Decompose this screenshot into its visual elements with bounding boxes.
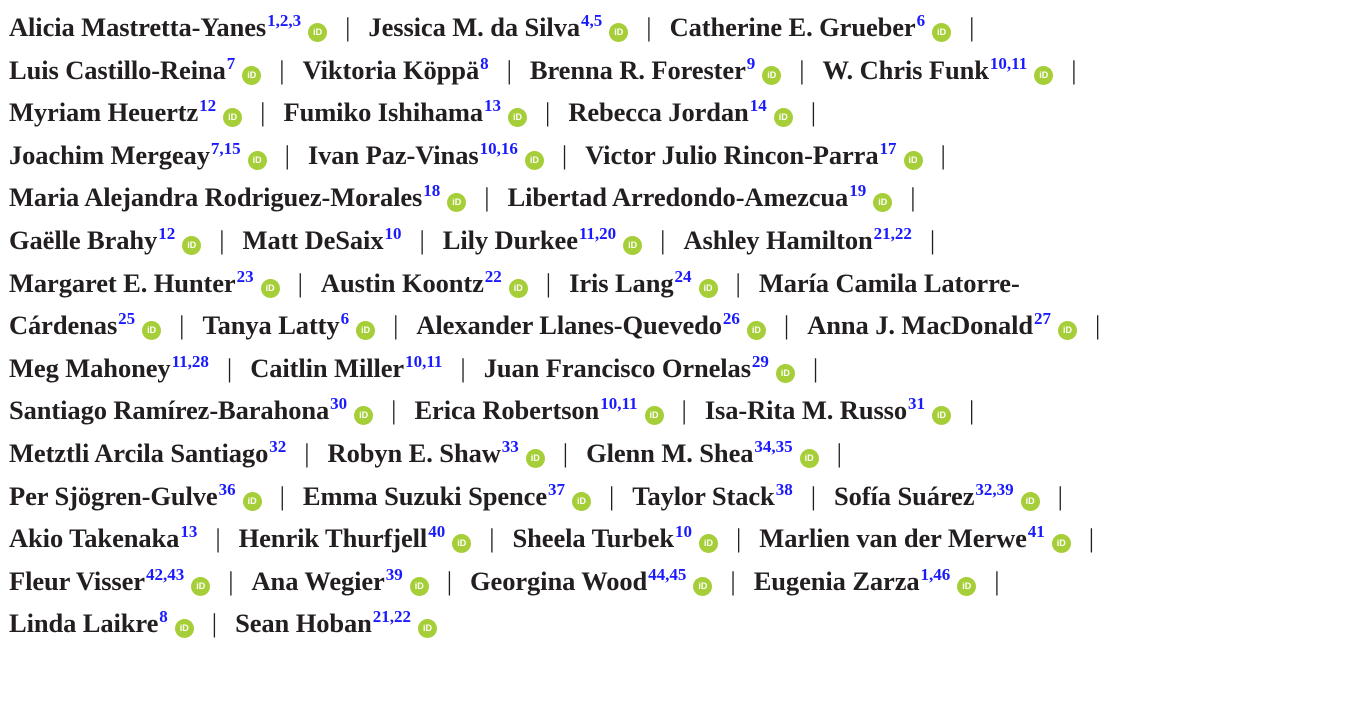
orcid-icon[interactable]: iD [623,236,642,255]
author-entry [9,55,261,85]
affiliation-link[interactable]: 9 [746,53,756,73]
affiliation-link[interactable]: 14 [749,96,767,116]
orcid-icon[interactable]: iD [418,619,437,638]
affiliation-link[interactable]: 18 [423,181,441,201]
author-name: Gaëlle Brahy [9,224,158,255]
affiliation-link[interactable]: 37 [547,479,565,499]
author-name: Ana Wegier [251,565,385,596]
author-name: Henrik Thurfjell [238,523,428,554]
author-entry [239,523,472,553]
orcid-icon[interactable]: iD [452,534,471,553]
author-entry [9,353,209,383]
author-name: W. Chris Funk [822,54,989,85]
orcid-icon[interactable]: iD [699,534,718,553]
affiliation-link[interactable]: 24 [674,266,692,286]
author-separator: | [419,224,425,255]
author-separator: | [929,224,936,255]
author-separator: | [910,182,916,213]
affiliation-link[interactable]: 8 [159,607,168,627]
author-name: Sofía Suárez [834,480,975,511]
author-separator: | [484,182,490,213]
author-name: Myriam Heuertz [9,97,199,128]
orcid-icon[interactable]: iD [1052,534,1071,553]
author-separator: | [969,12,975,42]
author-name: Glenn M. Shea [586,437,754,468]
affiliation-link[interactable]: 11,28 [171,351,209,371]
affiliation-link[interactable]: 10,16 [479,138,518,158]
author-entry [568,97,792,127]
orcid-icon[interactable]: iD [525,151,544,170]
affiliation-link[interactable]: 7,15 [210,138,241,158]
author-line [9,517,1336,560]
orcid-icon[interactable]: iD [356,321,375,340]
affiliation-link[interactable]: 12 [199,96,217,116]
author-line [9,602,1336,645]
orcid-icon[interactable]: iD [142,321,161,340]
author-entry [9,182,466,212]
author-entry [303,481,591,511]
author-name: Iris Lang [569,267,674,298]
author-name: Margaret E. Hunter [9,267,236,298]
author-entry [9,140,267,170]
author-separator: | [260,97,266,128]
author-line [9,134,1336,177]
author-line [9,347,1336,390]
author-name: Metztli Arcila Santiago [9,437,269,468]
author-entry [470,566,712,596]
author-entry [416,310,766,340]
author-entry [235,608,437,638]
author-entry [586,438,819,468]
author-name: Matt DeSaix [242,224,384,255]
orcid-icon[interactable]: iD [509,279,528,298]
author-separator: | [284,139,290,170]
affiliation-link[interactable]: 10,11 [600,394,638,414]
author-name: Erica Robertson [414,395,600,426]
author-entry [683,225,911,255]
author-entry [9,566,210,596]
author-name: Joachim Mergeay [9,139,210,170]
author-name: Robyn E. Shaw [327,437,501,468]
orcid-icon[interactable]: iD [699,279,718,298]
affiliation-link[interactable]: 32 [269,436,287,456]
author-separator: | [215,523,221,554]
author-separator: | [810,97,817,128]
author-separator: | [940,139,946,170]
author-separator: | [506,54,512,85]
author-name: Georgina Wood [470,565,648,596]
author-name: Victor Julio Rincon-Parra [585,139,879,170]
author-entry [632,481,792,511]
author-separator: | [279,480,285,511]
author-entry [202,310,375,340]
author-line [9,176,1336,219]
author-name: María Camila Latorre- [758,267,1020,298]
affiliation-link[interactable]: 26 [722,309,740,329]
affiliation-link[interactable]: 29 [751,351,769,371]
author-entry [823,55,1054,85]
affiliation-link[interactable]: 13 [484,96,501,116]
orcid-icon[interactable]: iD [308,23,327,42]
author-entry [250,353,442,383]
author-entry [252,566,429,596]
orcid-icon[interactable]: iD [223,108,242,127]
author-separator: | [460,352,466,383]
orcid-icon[interactable]: iD [182,236,201,255]
author-line [9,49,1336,92]
affiliation-link[interactable]: 10,11 [405,351,443,371]
author-entry [569,268,717,298]
author-separator: | [446,565,453,596]
orcid-icon[interactable]: iD [447,193,466,212]
author-name: Catherine E. Grueber [669,12,916,42]
author-separator: | [1088,523,1095,554]
author-entry [705,395,951,425]
author-name: Luis Castillo-Reina [9,54,226,85]
author-entry [9,608,194,638]
author-name: Emma Suzuki Spence [302,480,547,511]
orcid-icon[interactable]: iD [932,23,951,42]
affiliation-link[interactable]: 1,2,3 [267,11,302,30]
orcid-icon[interactable]: iD [508,108,527,127]
affiliation-link[interactable]: 1,46 [920,564,951,584]
affiliation-link[interactable]: 13 [180,522,198,542]
affiliation-link[interactable]: 33 [501,436,519,456]
author-name: Maria Alejandra Rodriguez-Morales [9,182,423,213]
affiliation-link[interactable]: 30 [330,394,348,414]
author-separator: | [836,437,842,468]
author-separator: | [279,54,285,85]
author-entry [759,268,1020,298]
author-entry [484,353,795,383]
author-separator: | [730,565,736,596]
author-separator: | [812,352,819,383]
affiliation-link[interactable]: 34,35 [754,436,793,456]
orcid-icon[interactable]: iD [645,406,664,425]
author-name: Sheela Turbek [512,523,674,554]
orcid-icon[interactable]: iD [747,321,766,340]
author-separator: | [810,480,816,511]
author-separator: | [391,395,397,426]
author-name: Marlien van der Merwe [759,523,1027,554]
author-separator: | [345,12,351,42]
author-name: Alexander Llanes-Quevedo [416,310,722,341]
author-line [9,389,1336,432]
author-name: Libertad Arredondo-Amezcua [507,182,849,213]
affiliation-link[interactable]: 21,22 [873,223,912,243]
affiliation-link[interactable]: 4,5 [581,11,603,30]
author-separator: | [297,267,303,298]
author-name: Akio Takenaka [9,523,180,554]
orcid-icon[interactable]: iD [1058,321,1077,340]
author-line [9,6,1336,49]
author-line [9,475,1336,518]
affiliation-link[interactable]: 36 [218,479,236,499]
author-entry [585,140,922,170]
author-separator: | [545,97,551,128]
author-entry [513,523,718,553]
author-name: Meg Mahoney [9,352,171,383]
author-entry [759,523,1070,553]
affiliation-link[interactable]: 19 [849,181,867,201]
author-separator: | [489,523,495,554]
author-entry [530,55,781,85]
author-separator: | [228,565,234,596]
author-entry [9,268,280,298]
orcid-icon[interactable]: iD [800,449,819,468]
author-separator: | [1071,54,1077,85]
author-name: Lily Durkee [442,224,578,255]
affiliation-link[interactable]: 42,43 [145,564,185,584]
author-entry [414,395,663,425]
affiliation-link[interactable]: 6 [340,309,350,329]
orcid-icon[interactable]: iD [774,108,793,127]
affiliation-link[interactable]: 44,45 [648,564,687,584]
author-entry [9,97,242,127]
author-entry [443,225,642,255]
author-name: Cárdenas [9,310,118,341]
author-separator: | [393,310,399,341]
author-name: Fleur Visser [9,565,145,596]
affiliation-link[interactable]: 39 [385,564,403,584]
author-name: Alicia Mastretta-Yanes [9,12,267,42]
author-line [9,219,1336,262]
author-separator: | [681,395,687,426]
orcid-icon[interactable]: iD [248,151,267,170]
author-name: Taylor Stack [632,480,775,511]
author-entry [368,12,628,42]
author-separator: | [735,523,742,554]
author-entry [9,481,262,511]
author-entry [321,268,528,298]
author-separator: | [994,565,1000,596]
author-separator: | [545,267,552,298]
affiliation-link[interactable]: 7 [226,53,236,73]
orcid-icon[interactable]: iD [904,151,923,170]
author-line [9,432,1336,475]
author-separator: | [211,608,218,639]
author-separator: | [562,437,569,468]
author-separator: | [304,437,310,468]
author-separator: | [1095,310,1101,341]
author-line [9,560,1336,603]
author-name: Per Sjögren-Gulve [9,480,218,511]
author-entry [9,225,201,255]
affiliation-link[interactable]: 17 [879,138,897,158]
author-separator: | [1057,480,1063,511]
affiliation-link[interactable]: 11,20 [578,223,617,243]
author-name: Ashley Hamilton [683,224,873,255]
orcid-icon[interactable]: iD [191,577,210,596]
orcid-icon[interactable]: iD [609,23,628,42]
author-entry [670,12,952,42]
orcid-icon[interactable]: iD [243,492,262,511]
author-separator: | [735,267,741,298]
author-entry [754,566,977,596]
affiliation-link[interactable]: 10 [384,223,402,243]
author-entry [834,481,1040,511]
orcid-icon[interactable]: iD [242,66,261,85]
author-separator: | [969,395,975,426]
author-entry [283,97,527,127]
orcid-icon[interactable]: iD [410,577,429,596]
affiliation-link[interactable]: 10 [674,522,692,542]
orcid-icon[interactable]: iD [175,619,194,638]
author-entry [9,523,197,553]
author-entry [243,225,402,255]
author-separator: | [226,352,233,383]
orcid-icon[interactable]: iD [762,66,781,85]
author-entry [9,12,327,42]
author-entry [308,140,544,170]
orcid-icon[interactable]: iD [957,577,976,596]
orcid-icon[interactable]: iD [526,449,545,468]
author-line [9,91,1336,134]
affiliation-link[interactable]: 21,22 [372,607,412,627]
author-name: Linda Laikre [9,608,159,639]
affiliation-link[interactable]: 40 [428,522,446,542]
author-line [9,304,1336,347]
author-name: Eugenia Zarza [753,565,920,596]
author-name: Caitlin Miller [250,352,405,383]
orcid-icon[interactable]: iD [873,193,892,212]
author-name: Santiago Ramírez-Barahona [9,395,330,426]
author-name: Brenna R. Forester [529,54,746,85]
affiliation-link[interactable]: 31 [908,394,926,414]
orcid-icon[interactable]: iD [354,406,373,425]
author-entry [328,438,545,468]
orcid-icon[interactable]: iD [572,492,591,511]
author-separator: | [660,224,666,255]
author-name: Anna J. MacDonald [807,310,1034,341]
author-name: Viktoria Köppä [302,54,480,85]
author-separator: | [799,54,805,85]
author-entry [9,395,373,425]
affiliation-link[interactable]: 41 [1027,522,1045,542]
affiliation-link[interactable]: 38 [775,479,793,499]
author-entry [9,310,161,340]
author-name: Austin Koontz [320,267,484,298]
author-separator: | [561,139,568,170]
orcid-icon[interactable]: iD [932,406,951,425]
author-separator: | [608,480,615,511]
author-entry [9,438,286,468]
orcid-icon[interactable]: iD [776,364,795,383]
affiliation-link[interactable]: 6 [916,11,926,30]
author-entry [508,182,893,212]
affiliation-link[interactable]: 23 [236,266,254,286]
orcid-icon[interactable]: iD [261,279,280,298]
author-separator: | [219,224,225,255]
author-separator: | [783,310,790,341]
author-name: Jessica M. da Silva [368,12,580,42]
author-name: Sean Hoban [235,608,372,639]
orcid-icon[interactable]: iD [693,577,712,596]
orcid-icon[interactable]: iD [1034,66,1053,85]
affiliation-link[interactable]: 32,39 [975,479,1014,499]
author-name: Fumiko Ishihama [283,97,483,128]
affiliation-link[interactable]: 8 [480,53,489,73]
author-name: Isa-Rita M. Russo [704,395,908,426]
author-entry [303,55,489,85]
author-line [9,262,1336,305]
author-name: Ivan Paz-Vinas [307,139,479,170]
author-separator: | [646,12,652,42]
affiliation-link[interactable]: 22 [484,266,502,286]
author-name: Rebecca Jordan [568,97,749,128]
affiliation-link[interactable]: 10,11 [989,53,1028,73]
orcid-icon[interactable]: iD [1021,492,1040,511]
affiliation-link[interactable]: 25 [118,309,136,329]
author-separator: | [179,310,185,341]
affiliation-link[interactable]: 12 [158,223,176,243]
affiliation-link[interactable]: 27 [1034,309,1052,329]
author-name: Juan Francisco Ornelas [483,352,751,383]
author-name: Tanya Latty [202,310,340,341]
author-entry [807,310,1077,340]
